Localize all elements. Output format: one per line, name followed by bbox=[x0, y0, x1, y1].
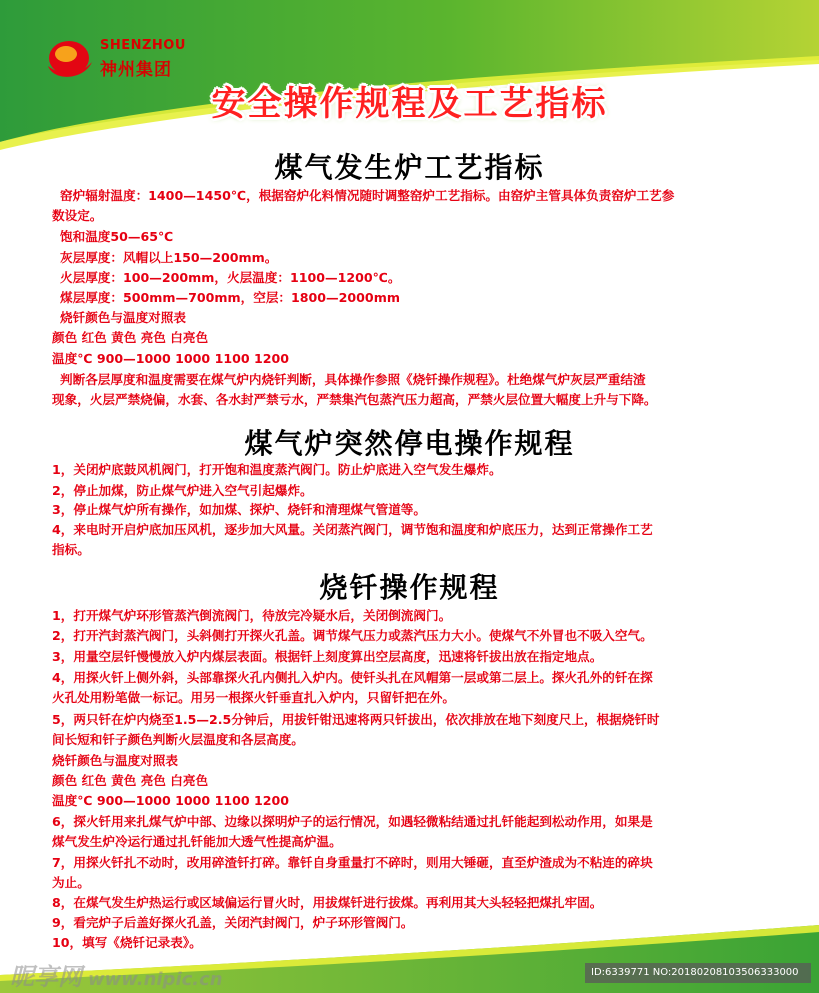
watermark-url: www.nipic.cn bbox=[88, 969, 223, 990]
text-line: 3，停止煤气炉所有操作，如加煤、探炉、烧钎和清理煤气管道等。 bbox=[52, 502, 426, 517]
text-line: 4，来电时开启炉底加压风机，逐步加大风量。关闭蒸汽阀门，调节饱和温度和炉底压力，达到正常操作工艺 bbox=[52, 522, 653, 537]
watermark bbox=[10, 957, 223, 992]
text-line: 煤气发生炉冷运行通过扎钎能加大透气性提高炉温。 bbox=[52, 834, 342, 849]
text-line: 6，探火钎用来扎煤气炉中部、边缘以探明炉子的运行情况，如遇轻微粘结通过扎钎能起到松动作用，如果是 bbox=[52, 814, 653, 829]
text-line: 灰层厚度：风帽以上150—200mm。 bbox=[60, 250, 278, 265]
text-line: 2，停止加煤，防止煤气炉进入空气引起爆炸。 bbox=[52, 483, 313, 498]
logo-chinese-text: 神州集团 bbox=[100, 60, 172, 80]
image-id-bar: ID:6339771 NO:20180208103506333000 bbox=[585, 963, 811, 983]
watermark-brand: 昵享网 bbox=[10, 963, 82, 991]
text-line: 颜色 红色 黄色 亮色 白亮色 bbox=[52, 330, 209, 345]
text-line: 间长短和钎子颜色判断火层温度和各层高度。 bbox=[52, 732, 304, 747]
text-line: 3，用量空层钎慢慢放入炉内煤层表面。根据钎上刻度算出空层高度，迅速将钎拔出放在指定地点。 bbox=[52, 649, 603, 664]
text-line: 现象，火层严禁烧偏，水套、各水封严禁亏水，严禁集汽包蒸汽压力超高，严禁火层位置大幅度上升与下降。 bbox=[52, 392, 657, 407]
section-title-rod-operation: 烧钎操作规程 bbox=[319, 571, 500, 604]
text-line: 烧钎颜色与温度对照表 bbox=[60, 310, 186, 325]
text-line: 饱和温度50—65℃ bbox=[60, 229, 174, 244]
page-banner-title: 安全操作规程及工艺指标 bbox=[211, 84, 608, 124]
section-title-power-outage: 煤气炉突然停电操作规程 bbox=[244, 427, 575, 460]
text-line: 温度℃ 900—1000 1000 1100 1200 bbox=[52, 351, 290, 366]
text-line: 火孔处用粉笔做一标记。用另一根探火钎垂直扎入炉内，只留钎把在外。 bbox=[52, 690, 455, 705]
logo-latin-text: SHENZHOU bbox=[100, 38, 186, 53]
text-line: 指标。 bbox=[52, 542, 90, 557]
text-line: 2，打开汽封蒸汽阀门，头斜侧打开探火孔盖。调节煤气压力或蒸汽压力大小。使煤气不外冒也不吸入空气。 bbox=[52, 628, 653, 643]
text-line: 判断各层厚度和温度需要在煤气炉内烧钎判断，具体操作参照《烧钎操作规程》。杜绝煤气炉灰层严重结渣 bbox=[60, 372, 646, 387]
text-line: 8，在煤气发生炉热运行或区域偏运行冒火时，用拔煤钎进行拔煤。再利用其大头轻轻把煤扎牢固。 bbox=[52, 895, 603, 910]
text-line: 1，打开煤气炉环形管蒸汽倒流阀门，待放完冷疑水后，关闭倒流阀门。 bbox=[52, 608, 452, 623]
text-line: 9，看完炉子后盖好探火孔盖，关闭汽封阀门，炉子环形管阀门。 bbox=[52, 915, 414, 930]
text-line: 10，填写《烧钎记录表》。 bbox=[52, 935, 202, 950]
text-line: 1，关闭炉底鼓风机阀门，打开饱和温度蒸汽阀门。防止炉底进入空气发生爆炸。 bbox=[52, 462, 502, 477]
text-line: 煤层厚度：500mm—700mm，空层：1800—2000mm bbox=[60, 290, 400, 305]
text-line: 4，用探火钎上侧外斜，头部靠探火孔内侧扎入炉内。使钎头扎在风帽第一层或第二层上。探火孔外的钎在探 bbox=[52, 670, 653, 685]
text-line: 温度℃ 900—1000 1000 1100 1200 bbox=[52, 793, 290, 808]
text-line: 为止。 bbox=[52, 875, 90, 890]
text-line: 7，用探火钎扎不动时，改用碎渣钎打碎。靠钎自身重量打不碎时，则用大锤砸，直至炉渣成为不粘连的碎块 bbox=[52, 855, 653, 870]
text-line: 窑炉辐射温度：1400—1450℃，根据窑炉化料情况随时调整窑炉工艺指标。由窑炉主管具体负责窑炉工艺参 bbox=[60, 188, 675, 203]
text-line: 颜色 红色 黄色 亮色 白亮色 bbox=[52, 773, 209, 788]
text-line: 5，两只钎在炉内烧至1.5—2.5分钟后，用拔钎钳迅速将两只钎拔出，依次排放在地下刻度尺上，根据烧钎时 bbox=[52, 712, 660, 727]
text-line: 火层厚度：100—200mm，火层温度：1100—1200℃。 bbox=[60, 270, 401, 285]
text-line: 烧钎颜色与温度对照表 bbox=[52, 753, 178, 768]
text-line: 数设定。 bbox=[52, 208, 103, 223]
section-title-gas-generator: 煤气发生炉工艺指标 bbox=[274, 151, 545, 184]
